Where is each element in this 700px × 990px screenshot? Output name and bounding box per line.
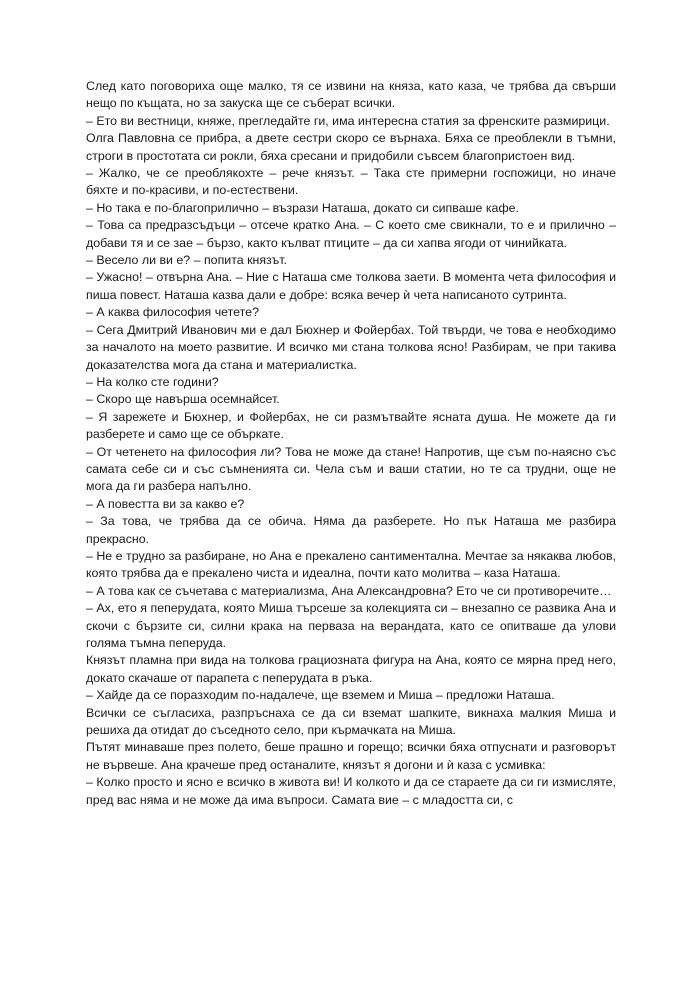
paragraph: – Ето ви вестници, княже, прегледайте ги, има интересна статия за френските размирици. [86, 113, 610, 128]
paragraph: – Жалко, че се преоблякохте – рече князът. – Така сте примерни госпожици, но иначе бяхте и по-красиви, и по-естествени. [86, 166, 616, 198]
paragraph: – Ах, ето я пеперудата, която Миша търсеше за колекцията си – внезапно се развика Ана и скочи с бързите си, силни крака на перваза на верандата, като се опитваше да улови голяма тъмна пеперуда. [86, 601, 616, 650]
paragraph: – На колко сте години? [86, 374, 219, 389]
paragraph: – Колко просто и ясно е всичко в живота ви! И колкото и да се стараете да си ги измисляте, пред вас няма и не може да има въпроси. Самата вие – с младостта си, с [86, 775, 616, 807]
paragraph: – Хайде да се поразходим по-надалече, ще вземем и Миша – предложи Наташа. [86, 688, 555, 703]
paragraph: – Това са предразсъдъци – отсече кратко Ана. – С което сме свикнали, то е и прилично – добави тя и се зае – бързо, както кълват птиците – да си хапва ягоди от чинийката. [86, 218, 616, 250]
paragraph: – А това как се съчетава с материализма, Ана Александровна? Ето че си противоречите… [86, 583, 612, 598]
paragraph: Князът пламна при вида на толкова грациозната фигура на Ана, която се мярна пред него, докато скачаше от парапета с пеперудата в ръка. [86, 653, 616, 685]
paragraph: – Я зарежете и Бюхнер, и Фойербах, не си размътвайте ясната душа. Не можете да ги разберете и само ще се объркате. [86, 409, 616, 442]
document-page [86, 78, 616, 809]
paragraph: – А повестта ви за какво е? [86, 496, 245, 511]
paragraph: – Весело ли ви е? – попита князът. [86, 253, 287, 268]
paragraph: – От четенето на философия ли? Това не може да стане! Напротив, ще съм по-наясно със самата себе си и със съмненията си. Чела съм и ваши статии, но те са трудни, още не мога да ги разбера напълно. [86, 444, 616, 494]
paragraph: Олга Павловна се прибра, а двете сестри скоро се върнаха. Бяха се преоблекли в тъмни, строги в простотата си рокли, бяха сресани и придобили съвсем благопристоен вид. [86, 131, 616, 163]
paragraph: – Но така е по-благоприлично – възрази Наташа, докато си сипваше кафе. [86, 200, 519, 215]
paragraph: – Скоро ще навърша осемнайсет. [86, 392, 280, 407]
paragraph: – Ужасно! – отвърна Ана. – Ние с Наташа сме толкова заети. В момента чета философия и пиша повест. Наташа казва дали е добре: всяка вечер ѝ чета написаното сутринта. [86, 270, 616, 302]
paragraph: – Сега Дмитрий Иванович ми е дал Бюхнер и Фойербах. Той твърди, че това е необходимо за началото на моето развитие. И всичко ми стана толкова ясно! Разбирам, че при такива доказателства мога да стана и материалистка. [86, 322, 616, 372]
paragraph: Всички се съгласиха, разпръснаха се да си вземат шапките, викнаха малкия Миша и решиха да отидат до съседното село, при кърмачката на Миша. [86, 705, 616, 738]
paragraph: Пътят минаваше през полето, беше прашно и горещо; всички бяха отпуснати и разговорът не вървеше. Ана крачеше пред останалите, князът я догони и ѝ каза с усмивка: [86, 740, 616, 772]
paragraph: След като поговориха още малко, тя се извини на княза, като каза, че трябва да свърши нещо по къщата, но за закуска ще се съберат всички. [86, 79, 616, 111]
paragraph: – Не е трудно за разбиране, но Ана е прекалено сантиментална. Мечтае за някаква любов, която трябва да е прекалено чиста и идеална, почти като молитва – каза Наташа. [86, 548, 616, 581]
paragraph: – За това, че трябва да се обича. Няма да разберете. Но пък Наташа ме разбира прекрасно. [86, 514, 616, 546]
paragraph: – А каква философия четете? [86, 305, 259, 320]
